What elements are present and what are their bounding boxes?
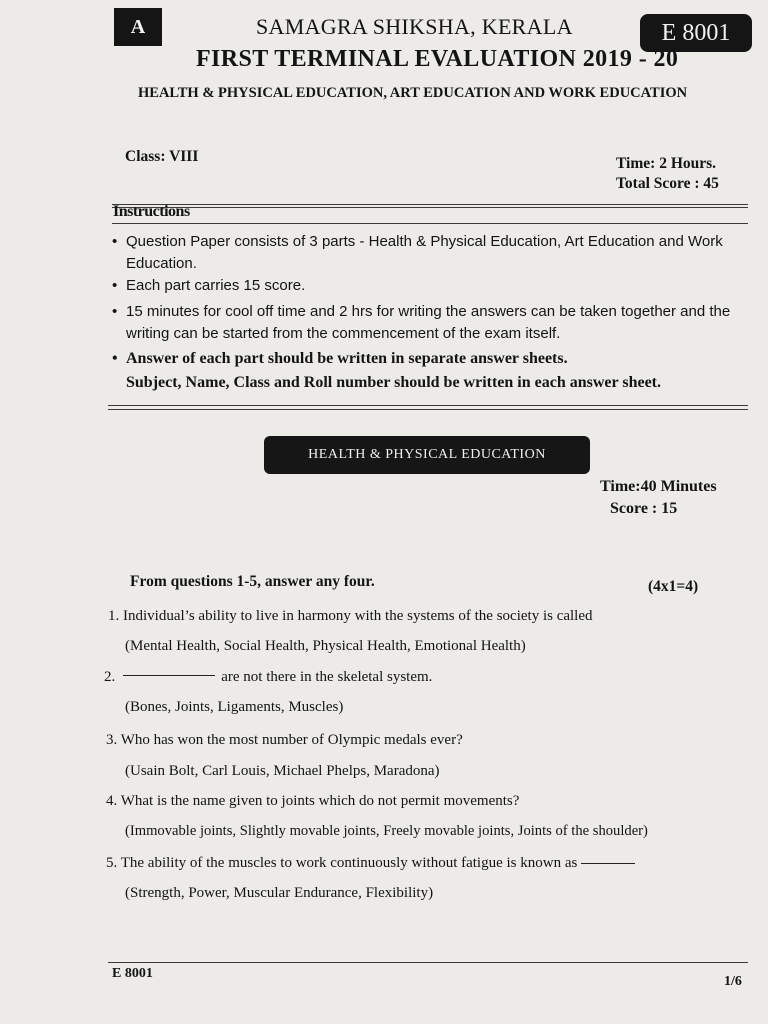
instruction-item: • Each part carries 15 score. xyxy=(112,275,752,297)
class-label: Class: VIII xyxy=(125,148,199,165)
divider-instructions xyxy=(112,223,748,224)
question-marks: (4x1=4) xyxy=(648,578,699,595)
question-1 xyxy=(108,608,593,625)
question-text: Who has won the most number of Olympic medals ever? xyxy=(120,732,463,748)
instruction-item: • 15 minutes for cool off time and 2 hrs for writing the answers can be taken together and the writing can be started from the commencement of the exam itself. xyxy=(112,303,731,342)
bullet-icon: • xyxy=(112,277,118,294)
total-score-label: Total Score : 45 xyxy=(616,175,719,192)
set-label-badge: A xyxy=(114,8,162,46)
divider-bottom-2 xyxy=(108,409,748,410)
question-4-options: (Immovable joints, Slightly movable joints, Freely movable joints, Joints of the shoulder) xyxy=(125,823,648,839)
footer-page-number: 1/6 xyxy=(724,974,742,989)
answer-blank xyxy=(581,863,635,864)
question-number: 3. xyxy=(106,732,118,748)
exam-title: FIRST TERMINAL EVALUATION 2019 - 20 xyxy=(196,46,679,72)
divider-top-1 xyxy=(112,204,748,205)
divider-top-2 xyxy=(112,207,748,208)
question-2 xyxy=(104,669,432,686)
question-number: 1. xyxy=(108,608,120,624)
footer-divider xyxy=(108,962,748,963)
question-3-options: (Usain Bolt, Carl Louis, Michael Phelps, Maradona) xyxy=(125,763,440,779)
organization-title: SAMAGRA SHIKSHA, KERALA xyxy=(256,14,573,39)
instructions-heading: Instructions xyxy=(113,203,190,220)
bullet-icon: • xyxy=(112,233,118,250)
question-2-options: (Bones, Joints, Ligaments, Muscles) xyxy=(125,699,344,715)
question-number: 4. xyxy=(106,793,118,809)
instruction-item: • Answer of each part should be written in separate answer sheets. xyxy=(112,348,752,370)
instruction-item: Subject, Name, Class and Roll number should be written in each answer sheet. xyxy=(126,374,661,391)
question-text: Individual’s ability to live in harmony with the systems of the society is called xyxy=(123,608,593,624)
question-3 xyxy=(106,732,463,749)
footer-paper-code: E 8001 xyxy=(112,966,153,981)
question-instruction: From questions 1-5, answer any four. xyxy=(130,573,375,590)
question-text: are not there in the skeletal system. xyxy=(221,669,433,685)
subjects-line: HEALTH & PHYSICAL EDUCATION, ART EDUCATION AND WORK EDUCATION xyxy=(138,85,688,101)
instruction-item: • Question Paper consists of 3 parts - Health & Physical Education, Art Education and Work Education. xyxy=(112,233,723,272)
paper-code-badge: E 8001 xyxy=(640,14,752,52)
question-number: 2. xyxy=(104,669,116,685)
question-1-options: (Mental Health, Social Health, Physical Health, Emotional Health) xyxy=(125,638,526,654)
question-number: 5. xyxy=(106,855,118,871)
answer-blank xyxy=(123,675,215,676)
section-time: Time:40 Minutes xyxy=(600,478,717,495)
question-text: What is the name given to joints which do not permit movements? xyxy=(120,793,520,809)
time-label: Time: 2 Hours. xyxy=(616,155,717,172)
section-score: Score : 15 xyxy=(610,500,678,517)
question-5-options: (Strength, Power, Muscular Endurance, Flexibility) xyxy=(125,885,434,901)
divider-bottom-1 xyxy=(108,405,748,406)
bullet-icon: • xyxy=(112,350,118,367)
bullet-icon: • xyxy=(112,303,118,320)
question-4 xyxy=(106,793,519,810)
question-5 xyxy=(106,855,635,872)
question-text: The ability of the muscles to work continuously without fatigue is known as xyxy=(120,855,578,871)
section-title-banner: HEALTH & PHYSICAL EDUCATION xyxy=(264,436,590,474)
